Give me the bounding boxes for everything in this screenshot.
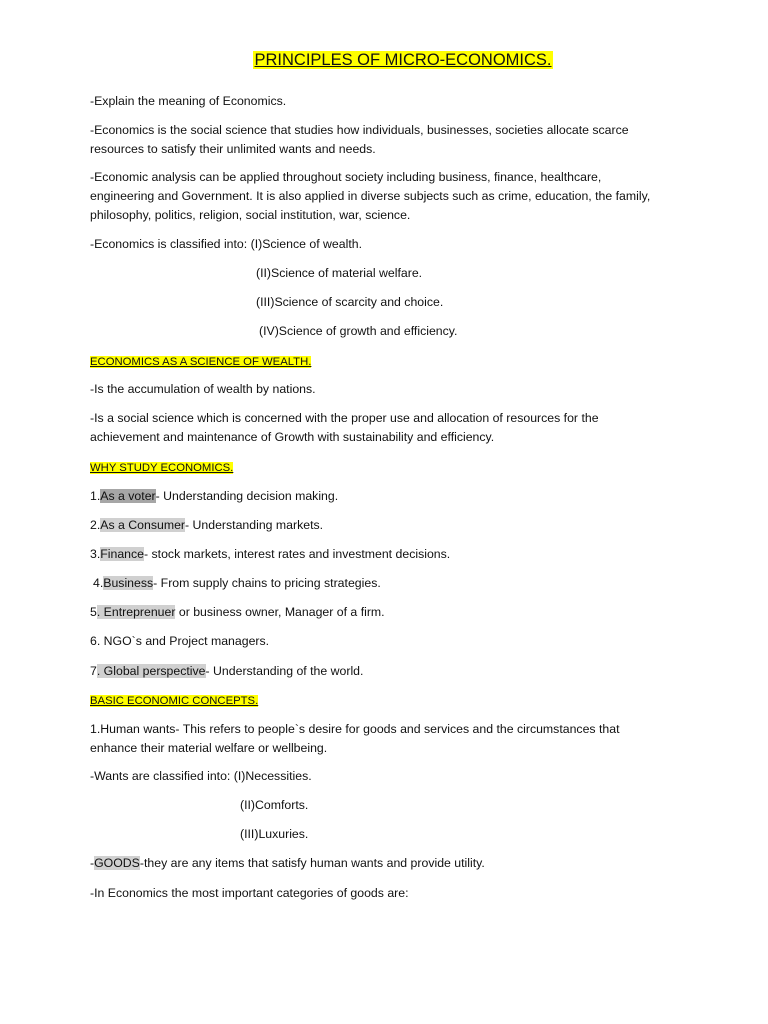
classification-iii: (III)Science of scarcity and choice.	[256, 295, 444, 309]
wealth-heading	[90, 352, 311, 372]
why-item-text: - stock markets, interest rates and investment decisions.	[144, 547, 451, 561]
goods-prefix: -	[90, 856, 95, 870]
why-item-number: 4.	[93, 576, 104, 590]
why-heading-text: WHY STUDY ECONOMICS.	[90, 462, 234, 474]
goods-key: GOODS	[94, 856, 140, 870]
why-item-text: - From supply chains to pricing strategies.	[153, 576, 381, 590]
why-item-text: or business owner, Manager of a firm.	[175, 605, 385, 619]
question-meaning: -Explain the meaning of Economics.	[90, 94, 287, 108]
wealth-paragraph-1: -Is the accumulation of wealth by nations.	[90, 382, 316, 396]
analysis-line-2: engineering and Government. It is also applied in diverse subjects such as crime, education, the family,	[90, 189, 651, 203]
why-item-number: 2.	[90, 518, 101, 532]
why-item-number: 1.	[90, 489, 101, 503]
why-item-key: As a voter	[100, 489, 156, 503]
why-item-6	[90, 632, 269, 651]
classification-line: -Economics is classified into: (I)Science of wealth.	[90, 237, 363, 251]
why-item-text: 6. NGO`s and Project managers.	[90, 634, 270, 648]
why-item-text: - Understanding markets.	[185, 518, 324, 532]
wealth-heading-text: ECONOMICS AS A SCIENCE OF WEALTH.	[90, 356, 312, 368]
basic-heading-text: BASIC ECONOMIC CONCEPTS.	[90, 695, 259, 707]
basic-heading	[90, 691, 258, 711]
analysis-line-1: -Economic analysis can be applied throughout society including business, finance, healthcare,	[90, 170, 602, 184]
why-item-number: 3.	[90, 547, 101, 561]
why-item-number: 7	[90, 664, 97, 678]
why-heading	[90, 458, 233, 478]
why-item-5	[90, 603, 385, 622]
goods-categories: -In Economics the most important categories of goods are:	[90, 886, 409, 900]
goods-definition	[90, 854, 485, 873]
why-item-key: Business	[103, 576, 154, 590]
human-wants-line-1: 1.Human wants- This refers to people`s desire for goods and services and the circumstances that	[90, 722, 620, 736]
why-item-key: Finance	[100, 547, 145, 561]
why-item-key: . Entreprenuer	[96, 605, 176, 619]
why-item-text: - Understanding decision making.	[155, 489, 339, 503]
definition-line-1: -Economics is the social science that studies how individuals, businesses, societies allocate scarce	[90, 123, 629, 137]
why-item-key: As a Consumer	[100, 518, 186, 532]
why-item-number: 5	[90, 605, 97, 619]
why-item-2	[90, 516, 323, 535]
classification-iv: (IV)Science of growth and efficiency.	[259, 324, 458, 338]
analysis-line-3: philosophy, politics, religion, social institution, war, science.	[90, 208, 411, 222]
human-wants-line-2: enhance their material welfare or wellbeing.	[90, 741, 328, 755]
why-item-text: - Understanding of the world.	[205, 664, 364, 678]
definition-line-2: resources to satisfy their unlimited wants and needs.	[90, 142, 376, 156]
wealth-paragraph-2-line-1: -Is a social science which is concerned with the proper use and allocation of resources for the	[90, 411, 599, 425]
wants-comforts: (II)Comforts.	[240, 798, 309, 812]
page-title-text: PRINCIPLES OF MICRO-ECONOMICS.	[254, 51, 552, 69]
wants-luxuries: (III)Luxuries.	[240, 827, 309, 841]
classification-ii: (II)Science of material welfare.	[256, 266, 423, 280]
wealth-paragraph-2-line-2: achievement and maintenance of Growth with sustainability and efficiency.	[90, 430, 495, 444]
why-item-3	[90, 545, 450, 564]
why-item-4	[93, 574, 381, 593]
page-title	[0, 49, 768, 71]
wants-classification: -Wants are classified into: (I)Necessities.	[90, 769, 312, 783]
why-item-key: . Global perspective	[96, 664, 206, 678]
why-item-7	[90, 662, 363, 681]
goods-text: -they are any items that satisfy human wants and provide utility.	[139, 856, 485, 870]
why-item-1	[90, 487, 338, 506]
